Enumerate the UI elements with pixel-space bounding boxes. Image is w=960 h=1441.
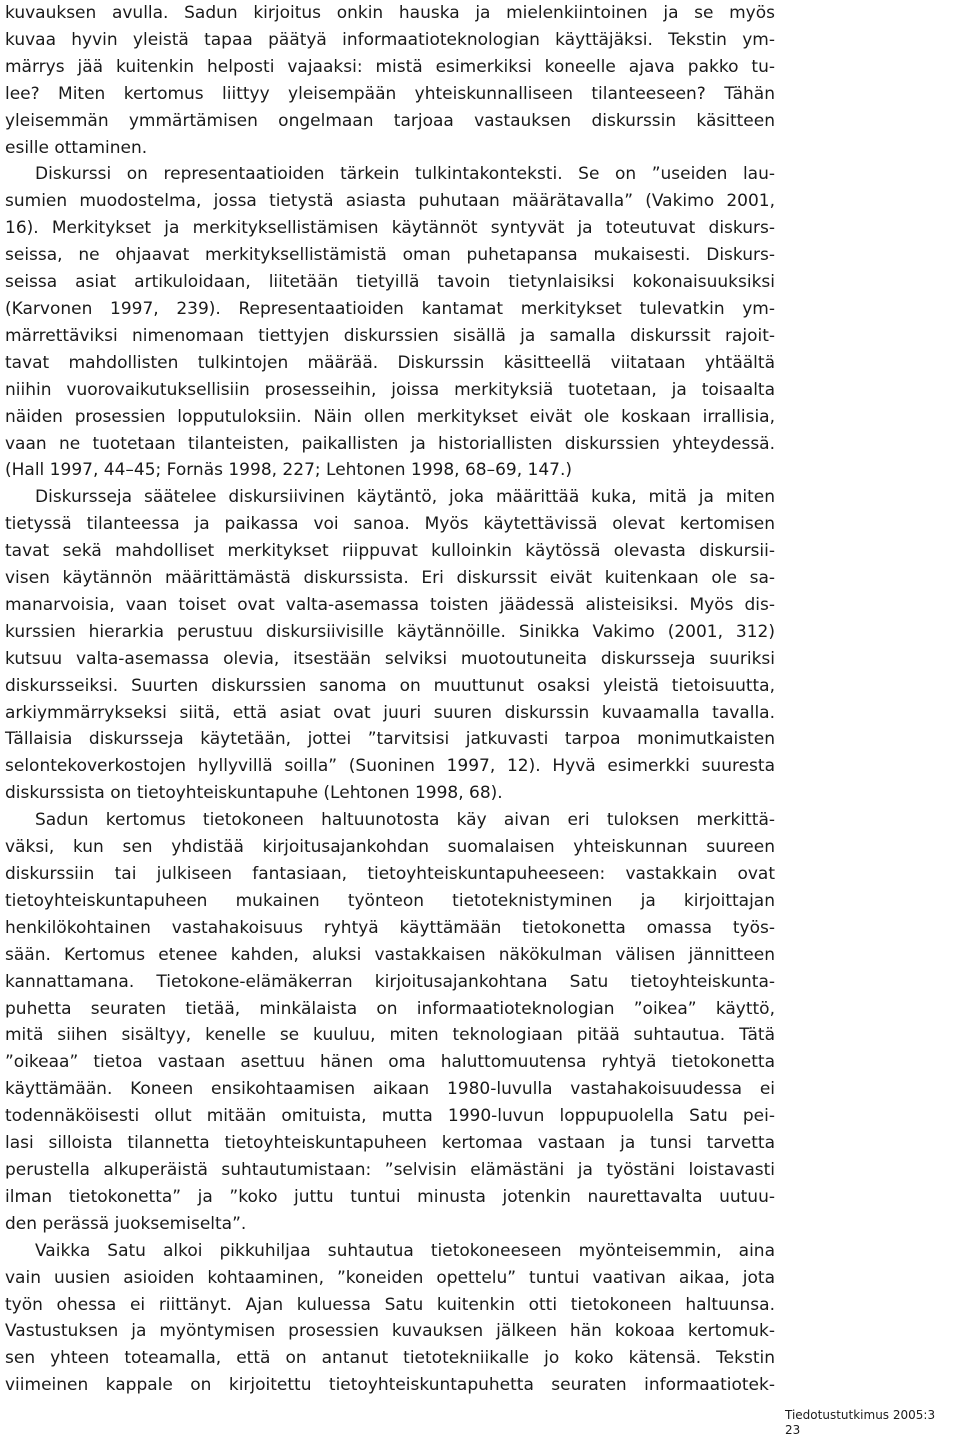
paragraph: [5, 807, 775, 1238]
page-footer: [785, 1408, 935, 1438]
text-line: seissa asiat artikuloidaan, liitetään tietyillä tavoin tietynlaisiksi kokonaisuuksiksi: [5, 272, 775, 293]
text-line: 16). Merkitykset ja merkityksellistämisen käytännöt syntyvät ja toteutuvat diskurs-: [5, 218, 775, 239]
text-line: Diskurssi on representaatioiden tärkein tulkintakonteksti. Se on ”useiden lau-: [35, 164, 775, 185]
text-line: den perässä juoksemiselta”.: [5, 1213, 247, 1234]
text-line: niihin vuorovaikutuksellisiin prosesseihin, joissa merkityksiä tuotetaan, ja toisaalta: [5, 379, 775, 400]
page-number: 23: [785, 1423, 801, 1437]
text-line: yleisemmän ymmärtämisen ongelmaan tarjoaa vastauksen diskurssin käsitteen: [5, 110, 775, 131]
text-line: väksi, kun sen yhdistää kirjoitusajankohdan suomalaisen yhteiskunnan suureen: [5, 837, 775, 858]
text-line: mitä siihen sisältyy, kenelle se kuuluu, miten teknologiaan pitää suhtautua. Tätä: [5, 1025, 775, 1046]
text-line: kannattamana. Tietokone-elämäkerran kirjoitusajankohtana Satu tietoyhteiskunta-: [5, 971, 775, 992]
text-line: lasi silloista tilannetta tietoyhteiskuntapuheen kertomaa vastaan ja tunsi tarvetta: [5, 1133, 775, 1154]
text-line: Sadun kertomus tietokoneen haltuunotosta käy aivan eri tuloksen merkittä-: [35, 810, 775, 831]
text-line: esille ottaminen.: [5, 137, 148, 158]
text-line: ilman tietokonetta” ja ”koko juttu tuntui minusta jotenkin naurettavalta uutuu-: [5, 1186, 775, 1207]
text-line: märrettäviksi nimenomaan tiettyjen diskurssien sisällä ja samalla diskurssit rajoit-: [5, 325, 775, 346]
text-line: Diskursseja säätelee diskursiivinen käytäntö, joka määrittää kuka, mitä ja miten: [35, 487, 775, 508]
text-line: (Hall 1997, 44–45; Fornäs 1998, 227; Lehtonen 1998, 68–69, 147.): [5, 460, 573, 481]
text-line: (Karvonen 1997, 239). Representaatioiden kantamat merkitykset tulevatkin ym-: [5, 298, 775, 319]
text-line: diskurssiin tai julkiseen fantasiaan, tietoyhteiskuntapuheeseen: vastakkain ovat: [5, 864, 775, 884]
text-line: diskursseiksi. Suurten diskurssien sanoma on muuttunut osaksi yleistä tietoisuutta,: [5, 675, 775, 696]
text-line: sumien muodostelma, jossa tietystä asiasta puhutaan määrätavalla” (Vakimo 2001,: [5, 191, 775, 212]
text-line: sään. Kertomus etenee kahden, aluksi vastakkaisen näkökulman välisen jännitteen: [5, 944, 775, 965]
text-line: Tällaisia diskursseja käytetään, jottei ”tarvitsisi jatkuvasti tarpoa monimutkaisten: [5, 729, 775, 750]
text-line: todennäköisesti ollut mitään omituista, mutta 1990-luvun loppupuolella Satu pei-: [5, 1106, 775, 1127]
text-line: henkilökohtainen vastahakoisuus ryhtyä käyttämään tietokonetta omassa työs-: [5, 917, 775, 938]
text-line: arkiymmärrykseksi siitä, että asiat ovat juuri suuren diskurssin kuvaamalla tavalla.: [5, 702, 775, 723]
text-line: selontekoverkostojen hyllyvillä soilla” (Suoninen 1997, 12). Hyvä esimerkki suuresta: [5, 756, 775, 777]
text-line: kutsuu valta-asemassa olevia, itsestään selviksi muotoutuneita diskursseja suuriksi: [5, 648, 775, 669]
text-line: tietyssä tilanteessa ja paikassa voi sanoa. Myös käytettävissä olevat kertomisen: [5, 514, 775, 535]
text-line: käyttämään. Koneen ensikohtaamisen aikaan 1980-luvulla vastahakoisuudessa ei: [5, 1079, 775, 1100]
text-line: manarvoisia, vaan toiset ovat valta-asemassa toisten jäädessä alisteisiksi. Myös dis-: [5, 594, 775, 615]
text-line: viimeinen kappale on kirjoitettu tietoyhteiskuntapuhetta seuraten informaatiotek-: [5, 1375, 775, 1396]
text-line: vain uusien asioiden kohtaaminen, ”koneiden opettelu” tuntui vaativan aikaa, jota: [5, 1267, 775, 1288]
text-line: kurssien hierarkia perustuu diskursiivisille käytännöille. Sinikka Vakimo (2001, 312): [5, 621, 775, 642]
text-line: märrys jää kuitenkin helposti vajaaksi: mistä esimerkiksi koneelle ajava pakko tu-: [5, 56, 775, 77]
paragraph: [5, 484, 775, 807]
journal-issue: Tiedotustutkimus 2005:3: [785, 1408, 936, 1422]
paragraph: [5, 161, 775, 484]
text-line: näiden prosessien lopputuloksiin. Näin ollen merkitykset eivät ole koskaan irrallisia,: [5, 406, 775, 427]
text-line: kuvaa hyvin yleistä tapaa päätyä informaatioteknologian käyttäjäksi. Tekstin ym-: [5, 29, 775, 50]
text-line: työn ohessa ei riittänyt. Ajan kuluessa Satu kuitenkin otti tietokoneen haltuunsa.: [5, 1294, 775, 1315]
text-line: sen yhteen toteamalla, että on antanut tietotekniikalle jo koko kätensä. Tekstin: [5, 1348, 775, 1369]
text-line: tavat sekä mahdolliset merkitykset riippuvat kulloinkin käytössä olevasta diskursii-: [5, 541, 775, 562]
text-line: tietoyhteiskuntapuheen mukainen työnteon tietoteknistyminen ja kirjoittajan: [5, 890, 775, 911]
text-line: seissa, ne ohjaavat merkityksellistämistä oman puhetapansa mukaisesti. Diskurs-: [5, 245, 775, 266]
text-line: perustella alkuperäistä suhtautumistaan: ”selvisin elämästäni ja työstäni loistavasti: [5, 1159, 775, 1180]
paragraph: [5, 0, 775, 161]
text-line: tavat mahdollisten tulkintojen määrää. Diskurssin käsitteellä viitataan yhtäältä: [5, 352, 775, 373]
body-text: [5, 0, 775, 1399]
paragraph: [5, 1238, 775, 1399]
text-line: ”oikeaa” tietoa vastaan asettuu hänen oma haluttomuutensa ryhtyä tietokonetta: [5, 1052, 775, 1073]
text-line: Vastustuksen ja myöntymisen prosessien kuvauksen jälkeen hän kokoaa kertomuk-: [5, 1321, 775, 1342]
text-line: puhetta seuraten tietää, minkälaista on informaatioteknologian ”oikea” käyttö,: [5, 998, 775, 1019]
text-line: lee? Miten kertomus liittyy yleisempään yhteiskunnalliseen tilanteeseen? Tähän: [5, 83, 775, 104]
text-line: Vaikka Satu alkoi pikkuhiljaa suhtautua tietokoneeseen myönteisemmin, aina: [35, 1240, 775, 1261]
text-line: diskurssista on tietoyhteiskuntapuhe (Lehtonen 1998, 68).: [5, 783, 503, 804]
text-line: vaan ne tuotetaan tilanteisten, paikallisten ja historiallisten diskurssien yhteydessä.: [5, 433, 775, 454]
text-line: kuvauksen avulla. Sadun kirjoitus onkin hauska ja mielenkiintoinen ja se myös: [5, 3, 775, 23]
text-line: visen käytännön määrittämästä diskurssista. Eri diskurssit eivät kuitenkaan ole sa-: [5, 568, 775, 589]
